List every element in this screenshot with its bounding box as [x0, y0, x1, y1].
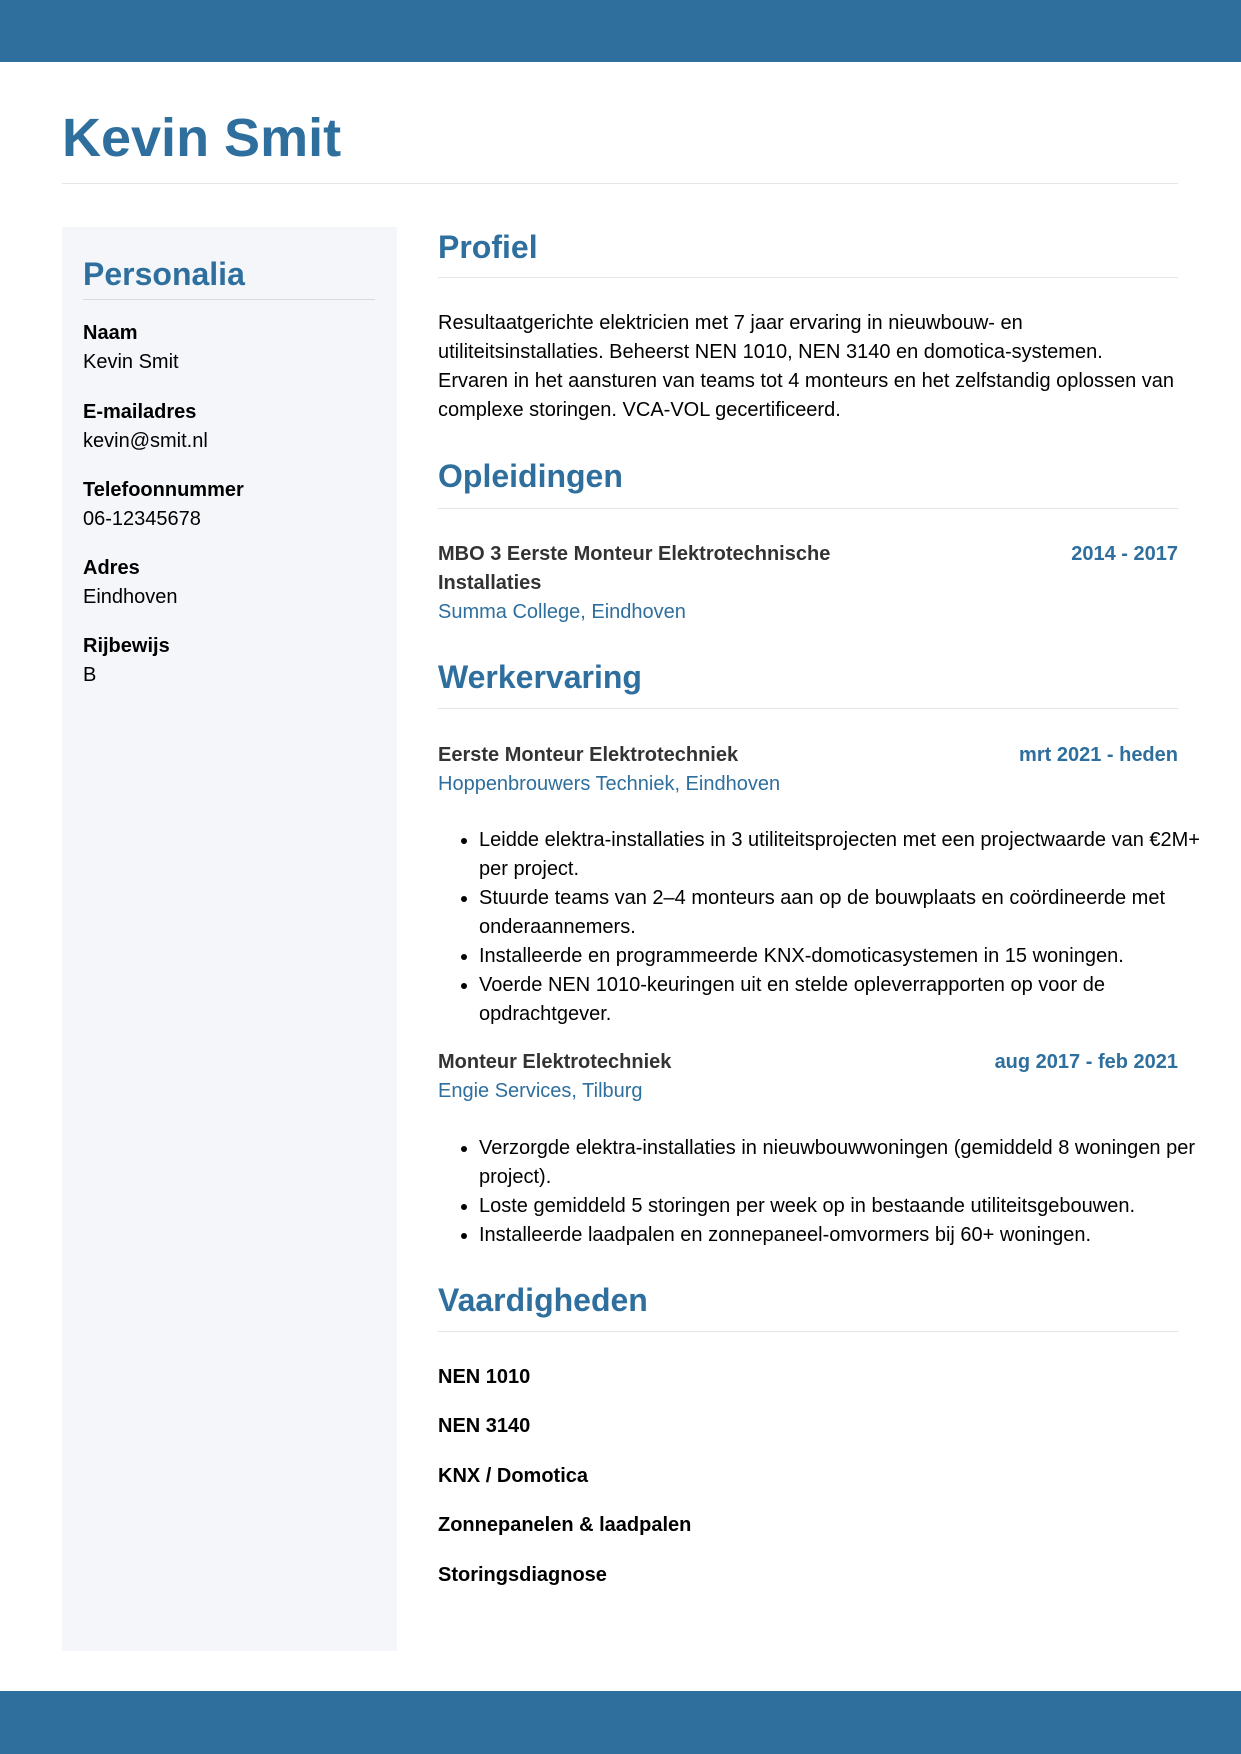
field-label: Adres [83, 557, 140, 579]
entry-organization: Hoppenbrouwers Techniek, Eindhoven [438, 773, 781, 795]
experience-entry [438, 741, 1178, 799]
footer-bar [0, 1691, 1241, 1754]
list-item: • Stuurde teams van 2–4 monteurs aan op de bouwplaats en coördineerde met onderaannemers. [479, 884, 1219, 942]
field-label: Telefoonnummer [83, 479, 244, 501]
entry-title: MBO 3 Eerste Monteur Elektrotechnische Installaties [438, 543, 831, 594]
skill-item: NEN 3140 [438, 1415, 531, 1437]
title-divider [62, 183, 1178, 184]
field-email [83, 398, 383, 456]
experience-bullets [438, 1134, 1219, 1250]
section-title-experience: Werkervaring [438, 659, 642, 695]
profile-text: Resultaatgerichte elektricien met 7 jaar ervaring in nieuwbouw- en utiliteitsinstallaties. Beheerst NEN 1010, NEN 3140 en domotica-systemen. Ervaren in het aansturen van teams tot 4 monteurs en het zelfstandig oplossen van complexe storingen. VCA-VOL gecertificeerd. [438, 312, 1174, 421]
list-item: • Verzorgde elektra-installaties in nieuwbouwwoningen (gemiddeld 8 woningen per project). [479, 1134, 1219, 1192]
section-title-skills: Vaardigheden [438, 1282, 648, 1318]
skill-item: NEN 1010 [438, 1366, 531, 1388]
sidebar-title: Personalia [83, 256, 245, 292]
field-label: Naam [83, 322, 138, 344]
entry-date: aug 2017 - feb 2021 [994, 1051, 1178, 1073]
page-title: Kevin Smit [62, 108, 342, 168]
field-license [83, 632, 383, 690]
experience-bullets [438, 826, 1219, 1029]
field-value: 06-12345678 [83, 508, 201, 530]
header-bar [0, 0, 1241, 62]
field-name [83, 319, 383, 377]
education-entry [438, 540, 1178, 627]
field-value: Kevin Smit [83, 351, 179, 373]
section-divider [438, 508, 1178, 509]
sidebar-divider [83, 299, 375, 300]
experience-entry [438, 1048, 1178, 1106]
entry-organization: Summa College, Eindhoven [438, 601, 686, 623]
section-divider [438, 1331, 1178, 1332]
list-item: • Installeerde laadpalen en zonnepaneel-omvormers bij 60+ woningen. [479, 1221, 1219, 1250]
section-divider [438, 708, 1178, 709]
field-label: Rijbewijs [83, 635, 170, 657]
section-title-profile: Profiel [438, 229, 538, 265]
list-item: • Leidde elektra-installaties in 3 utiliteitsprojecten met een projectwaarde van €2M+ per project. [479, 826, 1219, 884]
field-value: B [83, 664, 97, 686]
field-address [83, 554, 383, 612]
entry-date: 2014 - 2017 [1071, 543, 1178, 565]
skill-item: KNX / Domotica [438, 1465, 589, 1487]
skill-item: Storingsdiagnose [438, 1564, 607, 1586]
field-value: kevin@smit.nl [83, 430, 208, 452]
section-title-education: Opleidingen [438, 458, 623, 494]
personal-info-sidebar [62, 227, 397, 1651]
list-item: • Loste gemiddeld 5 storingen per week op in bestaande utiliteitsgebouwen. [479, 1192, 1219, 1221]
list-item: • Installeerde en programmeerde KNX-domoticasystemen in 15 woningen. [479, 942, 1219, 971]
field-phone [83, 476, 383, 534]
entry-title: Eerste Monteur Elektrotechniek [438, 744, 739, 766]
field-label: E-mailadres [83, 401, 197, 423]
entry-organization: Engie Services, Tilburg [438, 1080, 643, 1102]
list-item: • Voerde NEN 1010-keuringen uit en stelde opleverrapporten op voor de opdrachtgever. [479, 971, 1219, 1029]
skill-item: Zonnepanelen & laadpalen [438, 1514, 692, 1536]
entry-date: mrt 2021 - heden [1019, 744, 1178, 766]
field-value: Eindhoven [83, 586, 178, 608]
entry-title: Monteur Elektrotechniek [438, 1051, 672, 1073]
section-divider [438, 277, 1178, 278]
